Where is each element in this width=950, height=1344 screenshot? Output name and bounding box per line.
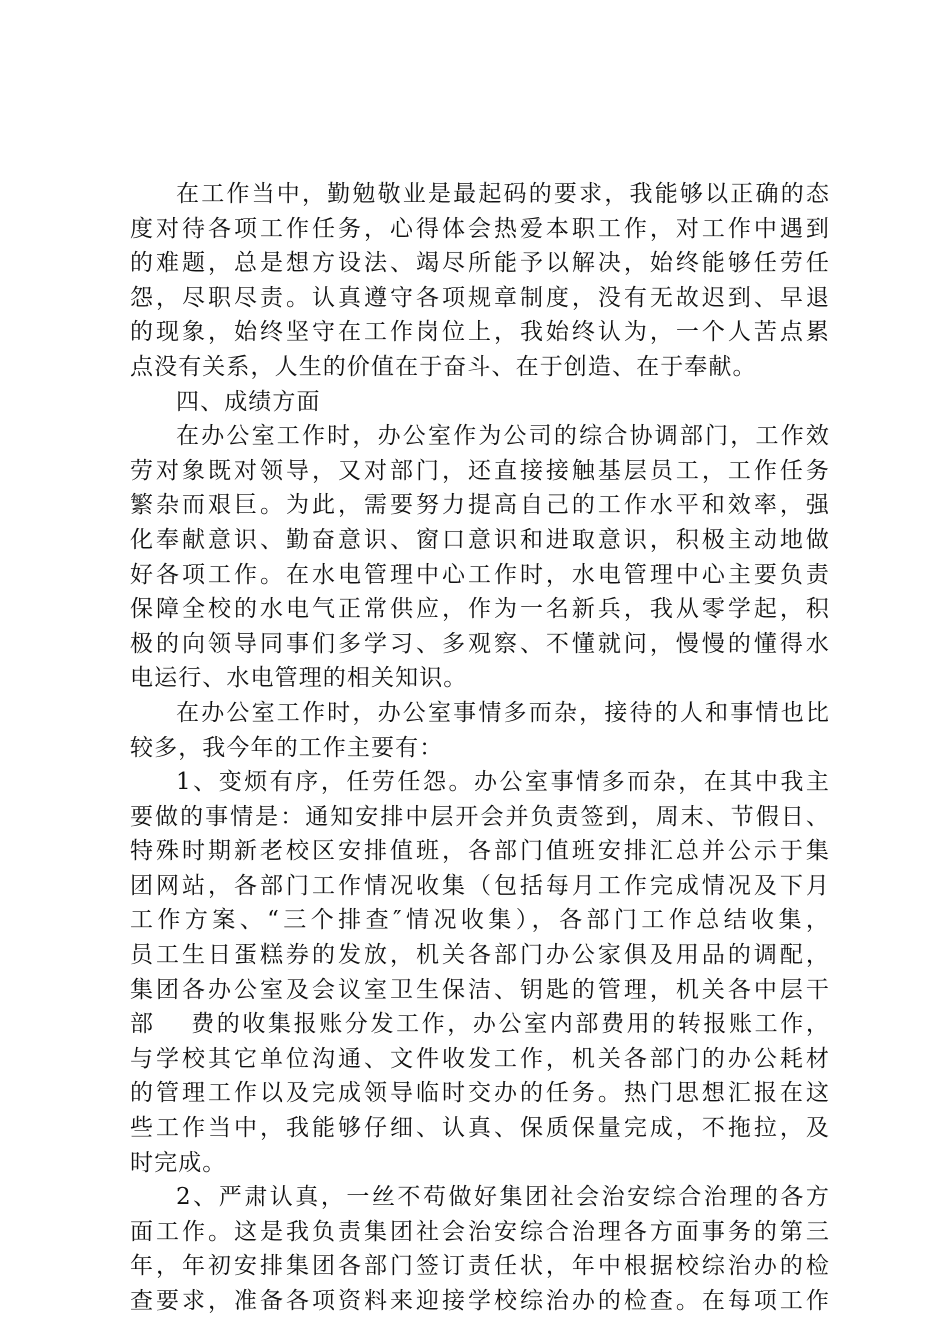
text-line: 查要求，准备各项资料来迎接学校综治办的检查。在每项工作 bbox=[130, 1288, 830, 1314]
text-line: 的管理工作以及完成领导临时交办的任务。热门思想汇报在这 bbox=[130, 1080, 830, 1107]
text-line: 团网站，各部门工作情况收集（包括每月工作完成情况及下月 bbox=[130, 872, 830, 899]
text-line: 度对待各项工作任务，心得体会热爱本职工作，对工作中遇到 bbox=[130, 215, 830, 242]
text-line: 2、严肃认真，一丝不苟做好集团社会治安综合治理的各方 bbox=[176, 1184, 830, 1211]
text-line: 好各项工作。在水电管理中心工作时，水电管理中心主要负责 bbox=[130, 561, 830, 588]
text-line: 繁杂而艰巨。为此，需要努力提高自己的工作水平和效率，强 bbox=[130, 492, 830, 519]
text-line: 的难题，总是想方设法、竭尽所能予以解决，始终能够任劳任 bbox=[130, 250, 830, 277]
text-line: 在工作当中，勤勉敬业是最起码的要求，我能够以正确的态 bbox=[176, 181, 830, 207]
text-line: 员工生日蛋糕券的发放，机关各部门办公家俱及用品的调配， bbox=[130, 942, 830, 969]
text-line: 极的向领导同事们多学习、多观察、不懂就问，慢慢的懂得水 bbox=[130, 630, 830, 657]
text-line: 电运行、水电管理的相关知识。 bbox=[130, 665, 468, 692]
text-line: 保障全校的水电气正常供应，作为一名新兵，我从零学起，积 bbox=[130, 596, 830, 623]
text-line: 工作方案、“三个排查″情况收集），各部门工作总结收集， bbox=[130, 907, 830, 934]
text-line: 较多，我今年的工作主要有： bbox=[130, 734, 444, 761]
document-body bbox=[130, 177, 830, 1319]
text-line: 点没有关系，人生的价值在于奋斗、在于创造、在于奉献。 bbox=[130, 353, 757, 380]
text-line: 面工作。这是我负责集团社会治安综合治理各方面事务的第三 bbox=[130, 1218, 830, 1245]
text-line: 集团各办公室及会议室卫生保洁、钥匙的管理，机关各中层干 bbox=[130, 976, 830, 1003]
text-line: 部 费的收集报账分发工作，办公室内部费用的转报账工作， bbox=[130, 1011, 830, 1038]
text-line: 时完成。 bbox=[130, 1149, 227, 1176]
text-line: 1、变烦有序，任劳任怨。办公室事情多而杂，在其中我主 bbox=[176, 769, 830, 796]
text-line: 特殊时期新老校区安排值班，各部门值班安排汇总并公示于集 bbox=[130, 838, 830, 865]
text-line: 年，年初安排集团各部门签订责任状，年中根据校综治办的检 bbox=[130, 1253, 830, 1280]
text-line: 劳对象既对领导，又对部门，还直接接触基层员工，工作任务 bbox=[130, 457, 830, 484]
text-line: 在办公室工作时，办公室作为公司的综合协调部门，工作效 bbox=[176, 423, 830, 450]
text-line: 四、成绩方面 bbox=[176, 388, 321, 415]
text-line: 要做的事情是：通知安排中层开会并负责签到，周末、节假日、 bbox=[130, 803, 830, 830]
text-line: 与学校其它单位沟通、文件收发工作，机关各部门的办公耗材 bbox=[130, 1045, 830, 1072]
text-line: 在办公室工作时，办公室事情多而杂，接待的人和事情也比 bbox=[176, 699, 830, 726]
text-line: 怨，尽职尽责。认真遵守各项规章制度，没有无故迟到、早退 bbox=[130, 284, 830, 311]
text-line: 的现象，始终坚守在工作岗位上，我始终认为，一个人苦点累 bbox=[130, 319, 830, 346]
text-line: 化奉献意识、勤奋意识、窗口意识和进取意识，积极主动地做 bbox=[130, 526, 830, 553]
text-line: 些工作当中，我能够仔细、认真、保质保量完成，不拖拉，及 bbox=[130, 1115, 830, 1142]
